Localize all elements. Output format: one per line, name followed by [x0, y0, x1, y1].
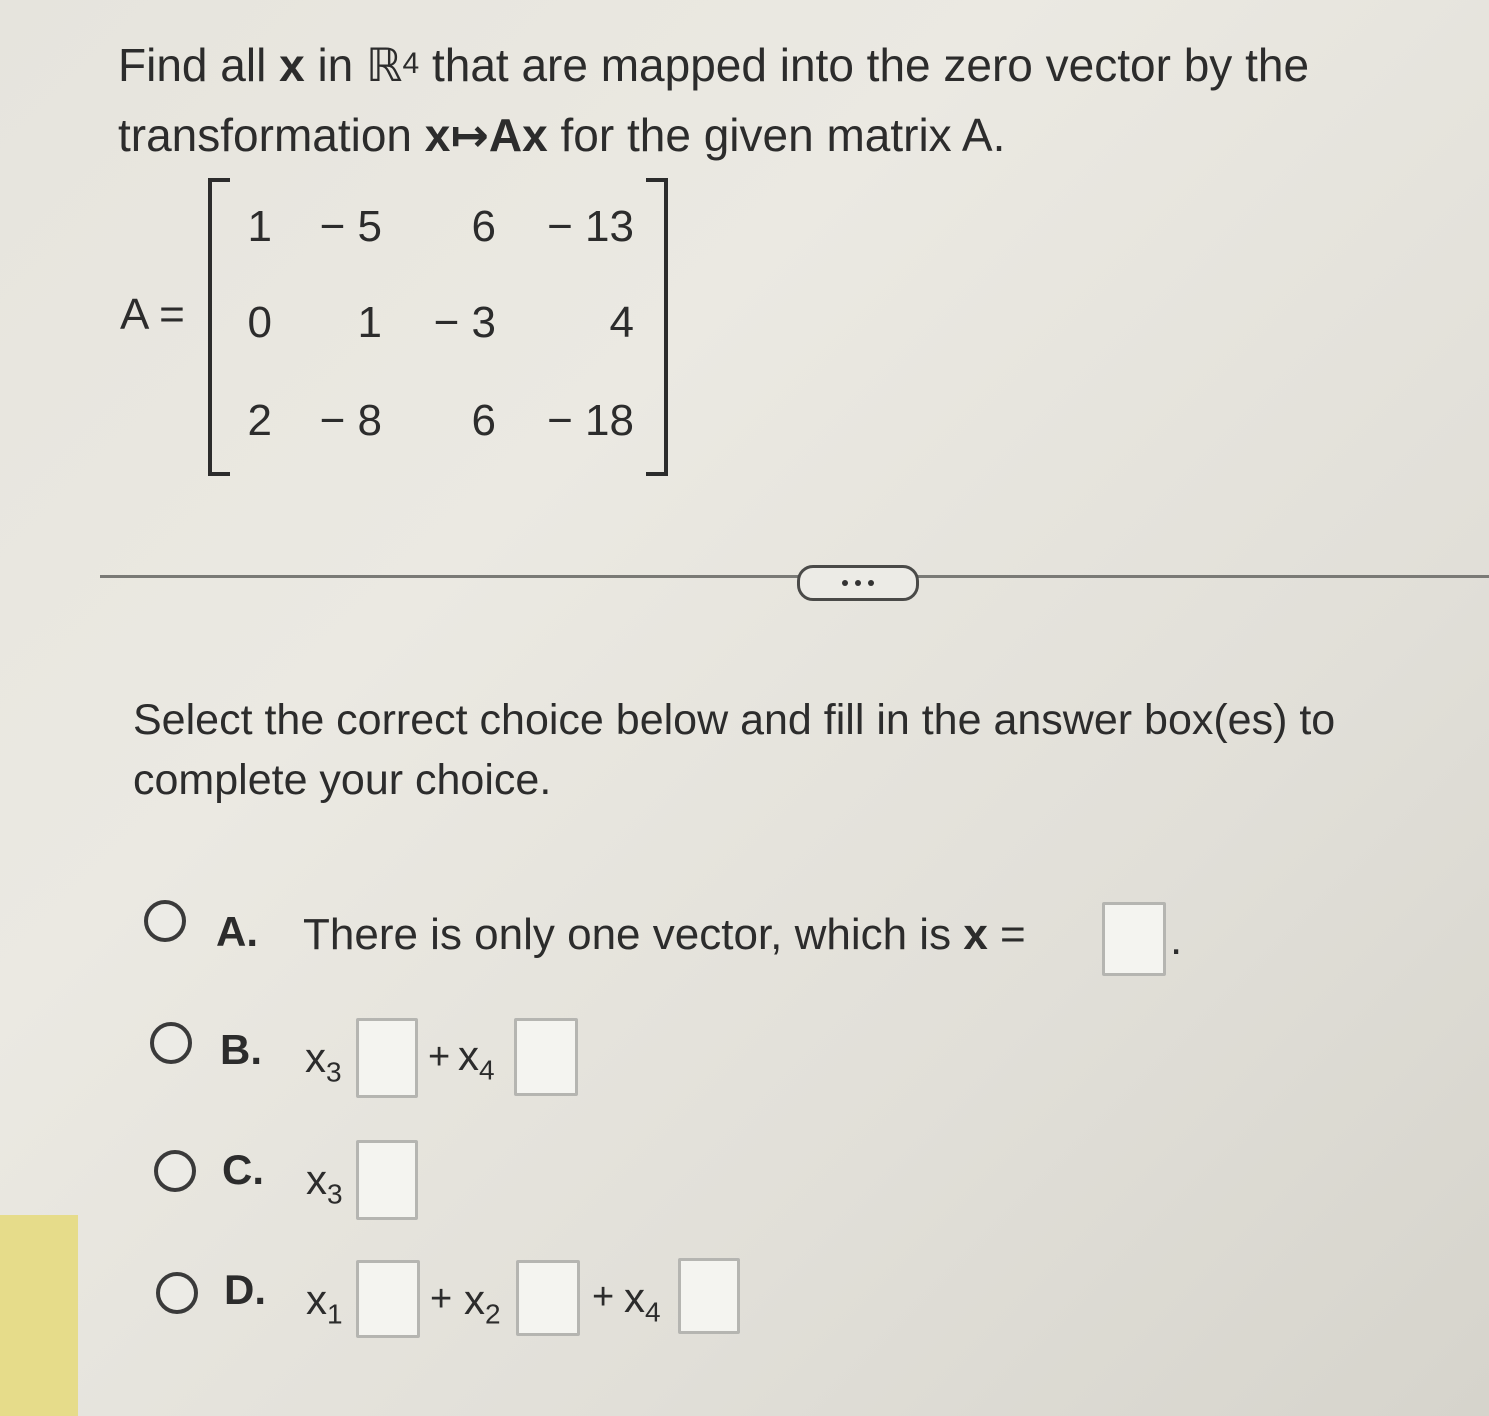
matrix-cell: − 3: [433, 298, 496, 347]
option-a-period: .: [1170, 915, 1183, 964]
option-b-letter: B.: [220, 1026, 262, 1073]
matrix-cell: − 18: [547, 396, 634, 445]
variable-name: x: [305, 1034, 326, 1081]
variable-name: x: [458, 1032, 479, 1079]
more-dot-icon: [868, 580, 874, 586]
variable-subscript: 3: [327, 1178, 343, 1210]
variable-name: x: [306, 1276, 327, 1323]
answer-box-d-2[interactable]: [516, 1260, 580, 1336]
question-text: that are mapped into the zero vector by the: [419, 39, 1310, 91]
matrix-cell: 0: [247, 298, 272, 347]
matrix-cell: 2: [247, 396, 272, 445]
answer-box-a[interactable]: [1102, 902, 1166, 976]
show-more-button[interactable]: [797, 565, 919, 601]
plus-sign: +: [430, 1278, 453, 1320]
plus-sign: +: [592, 1276, 615, 1318]
side-strip: [0, 1215, 78, 1416]
option-a-text: [303, 910, 1026, 960]
real-space-symbol: ℝ: [366, 39, 403, 91]
variable-x3: [305, 1034, 342, 1088]
variable-subscript: 4: [645, 1296, 661, 1328]
matrix-cell: 1: [357, 298, 382, 347]
matrix-cell: 1: [247, 202, 272, 251]
transformation-map: x↦Ax: [424, 109, 548, 161]
answer-box-d-3[interactable]: [678, 1258, 740, 1334]
radio-option-c[interactable]: [154, 1150, 196, 1192]
vector-x: x: [279, 39, 305, 91]
matrix-label: A =: [120, 290, 185, 339]
dimension-exponent: 4: [402, 47, 420, 80]
option-c-letter: C.: [222, 1146, 264, 1193]
variable-subscript: 1: [327, 1298, 343, 1330]
question-line-1: [118, 38, 1309, 92]
answer-box-b-1[interactable]: [356, 1018, 418, 1098]
variable-x4: [458, 1032, 495, 1086]
vector-x: x: [963, 910, 988, 959]
plus-sign: +: [428, 1036, 451, 1078]
variable-x1: [306, 1276, 343, 1330]
variable-x4: [624, 1274, 661, 1328]
section-divider: [100, 575, 1489, 578]
question-text: in: [304, 39, 367, 91]
variable-subscript: 2: [485, 1298, 501, 1330]
instructions-line-2: complete your choice.: [133, 756, 552, 804]
radio-option-a[interactable]: [144, 900, 186, 942]
variable-name: x: [306, 1156, 327, 1203]
more-dot-icon: [842, 580, 848, 586]
matrix-right-bracket: [646, 178, 668, 476]
question-text: for the given matrix A.: [547, 109, 1006, 161]
option-a-label: There is only one vector, which is: [303, 910, 964, 959]
variable-name: x: [624, 1274, 645, 1321]
variable-x2: [464, 1276, 501, 1330]
matrix-cell: − 13: [547, 202, 634, 251]
option-d-letter: D.: [224, 1266, 266, 1313]
more-dot-icon: [855, 580, 861, 586]
option-a-letter: A.: [216, 908, 258, 955]
radio-option-b[interactable]: [150, 1022, 192, 1064]
answer-box-c[interactable]: [356, 1140, 418, 1220]
equals-sign: =: [987, 910, 1026, 959]
matrix-cell: 6: [471, 396, 496, 445]
variable-name: x: [464, 1276, 485, 1323]
variable-subscript: 3: [326, 1056, 342, 1088]
answer-box-b-2[interactable]: [514, 1018, 578, 1096]
variable-subscript: 4: [479, 1054, 495, 1086]
question-text: Find all: [118, 39, 280, 91]
matrix-cell: 6: [471, 202, 496, 251]
matrix-cell: 4: [609, 298, 634, 347]
question-text: transformation: [118, 109, 425, 161]
radio-option-d[interactable]: [156, 1272, 198, 1314]
matrix-cell: − 5: [319, 202, 382, 251]
instructions-line-1: Select the correct choice below and fill in the answer box(es) to: [133, 696, 1336, 744]
answer-box-d-1[interactable]: [356, 1260, 420, 1338]
matrix-cell: − 8: [319, 396, 382, 445]
variable-x3: [306, 1156, 343, 1210]
question-line-2: [118, 108, 1005, 162]
